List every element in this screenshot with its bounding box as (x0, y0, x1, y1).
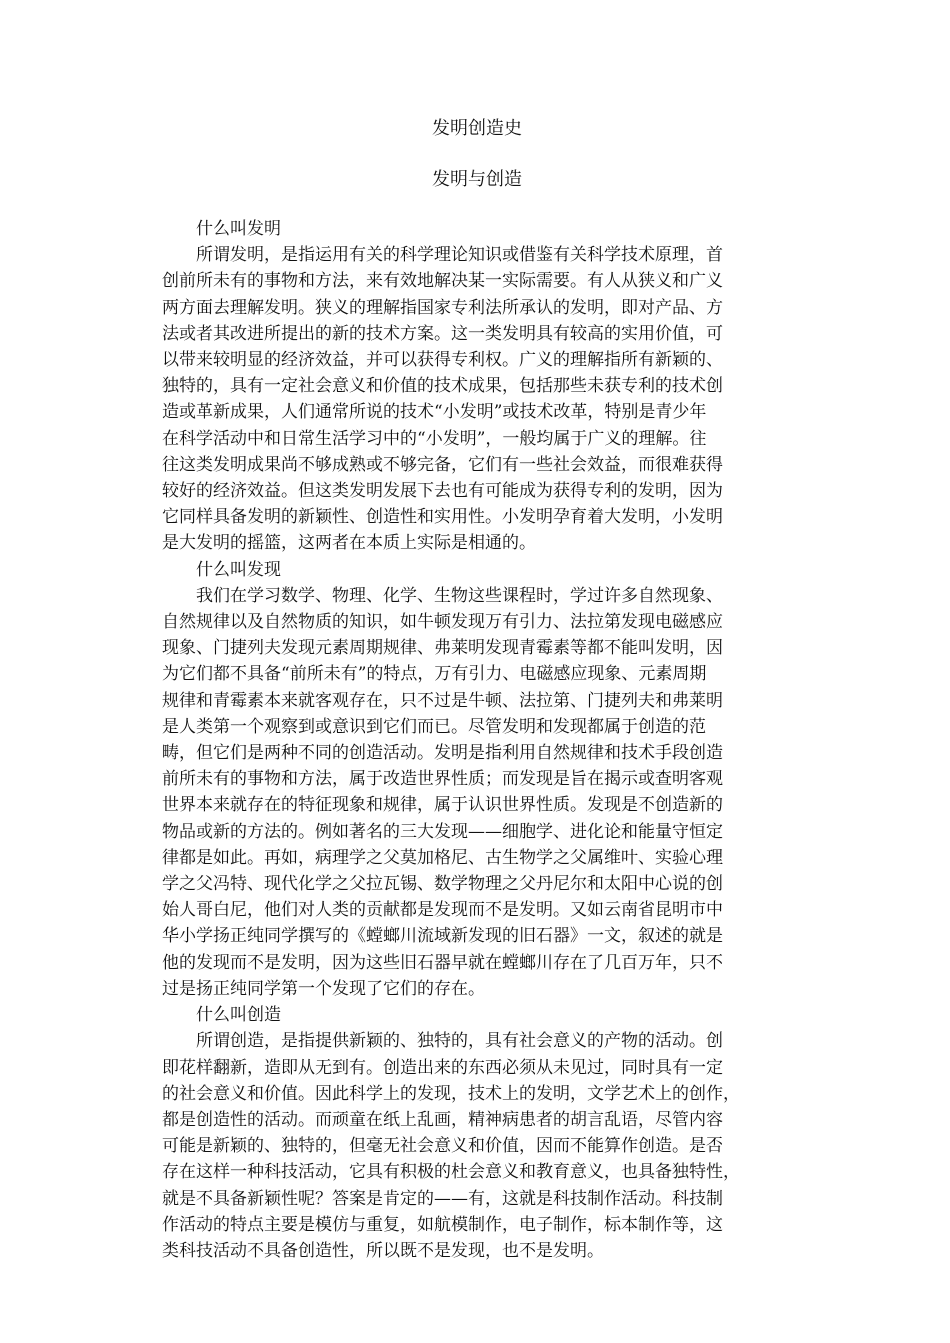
paragraph-line: 是大发明的摇篮，这两者在本质上实际是相通的。 (162, 533, 536, 554)
paragraph-line: 往这类发明成果尚不够成熟或不够完备，它们有一些社会效益，而很难获得 (162, 454, 723, 475)
paragraph-line: 它同样具备发明的新颖性、创造性和实用性。小发明孕育着大发明，小发明 (162, 507, 723, 528)
paragraph-line: 现象、门捷列夫发现元素周期规律、弗莱明发现青霉素等都不能叫发明，因 (162, 638, 723, 659)
paragraph-line: 律都是如此。再如，病理学之父莫加格尼、古生物学之父属维叶、实验心理 (162, 847, 723, 868)
paragraph-line: 造或革新成果，人们通常所说的技术“小发明”或技术改革，特别是青少年 (162, 402, 707, 423)
paragraph-line: 类科技活动不具备创造性，所以既不是发现，也不是发明。 (162, 1240, 604, 1261)
document-title: 发明创造史 (432, 118, 522, 139)
paragraph-line: 过是扬正纯同学第一个发现了它们的存在。 (162, 978, 485, 999)
section-heading-invention: 什么叫发明 (196, 219, 281, 239)
paragraph-line: 是人类第一个观察到或意识到它们而已。尽管发明和发现都属于创造的范 (162, 716, 706, 737)
paragraph-line: 世界本来就存在的特征现象和规律，属于认识世界性质。发现是不创造新的 (162, 795, 723, 816)
paragraph-line: 为它们都不具备“前所未有”的特点，万有引力、电磁感应现象、元素周期 (162, 664, 707, 685)
paragraph-line: 自然规律以及自然物质的知识，如牛顿发现万有引力、法拉第发现电磁感应 (162, 612, 723, 633)
paragraph-line: 即花样翻新，造即从无到有。创造出来的东西必须从未见过，同时具有一定 (162, 1057, 723, 1078)
section-paragraph-creation (162, 1028, 792, 1264)
paragraph-line: 两方面去理解发明。狭义的理解指国家专利法所承认的发明，即对产品、方 (162, 297, 723, 318)
paragraph-line: 华小学扬正纯同学撰写的《螳螂川流域新发现的旧石器》一文，叙述的就是 (162, 926, 723, 947)
paragraph-line: 所谓发明，是指运用有关的科学理论知识或借鉴有关科学技术原理，首 (196, 245, 723, 266)
paragraph-line: 独特的，具有一定社会意义和价值的技术成果，包括那些未获专利的技术创 (162, 376, 723, 397)
paragraph-line: 的社会意义和价值。因此科学上的发现，技术上的发明，文学艺术上的创作， (162, 1083, 740, 1104)
paragraph-line: 规律和青霉素本来就客观存在，只不过是牛顿、法拉第、门捷列夫和弗莱明 (162, 690, 723, 711)
paragraph-line: 畴，但它们是两种不同的创造活动。发明是指利用自然规律和技术手段创造 (162, 743, 723, 764)
paragraph-line: 都是创造性的活动。而顽童在纸上乱画，精神病患者的胡言乱语，尽管内容 (162, 1109, 723, 1130)
section-paragraph-invention (162, 242, 792, 556)
paragraph-line: 始人哥白尼，他们对人类的贡献都是发现而不是发明。又如云南省昆明市中 (162, 900, 723, 921)
paragraph-line: 他的发现而不是发明，因为这些旧石器早就在螳螂川存在了几百万年，只不 (162, 952, 723, 973)
paragraph-line: 可能是新颖的、独特的，但毫无社会意义和价值，因而不能算作创造。是否 (162, 1136, 723, 1157)
paragraph-line: 创前所未有的事物和方法，来有效地解决某一实际需要。有人从狭义和广义 (162, 271, 723, 292)
document-subtitle: 发明与创造 (432, 169, 522, 190)
paragraph-line: 所谓创造，是指提供新颖的、独特的，具有社会意义的产物的活动。创 (196, 1031, 723, 1052)
paragraph-line: 学之父冯特、现代化学之父拉瓦锡、数学物理之父丹尼尔和太阳中心说的创 (162, 874, 723, 895)
document-body (162, 216, 792, 1264)
paragraph-line: 我们在学习数学、物理、化学、生物这些课程时，学过许多自然现象、 (196, 585, 723, 606)
paragraph-line: 以带来较明显的经济效益，并可以获得专利权。广义的理解指所有新颖的、 (162, 350, 723, 371)
paragraph-line: 物品或新的方法的。例如著名的三大发现——细胞学、进化论和能量守恒定 (162, 821, 723, 842)
paragraph-line: 前所未有的事物和方法，属于改造世界性质；而发现是旨在揭示或查明客观 (162, 769, 723, 790)
paragraph-line: 较好的经济效益。但这类发明发展下去也有可能成为获得专利的发明，因为 (162, 481, 723, 502)
paragraph-line: 法或者其改进所提出的新的技术方案。这一类发明具有较高的实用价值，可 (162, 323, 723, 344)
section-paragraph-discovery (162, 583, 792, 1002)
section-heading-creation: 什么叫创造 (196, 1005, 281, 1026)
paragraph-line: 在科学活动中和日常生活学习中的“小发明”，一般均属于广义的理解。往 (162, 428, 707, 449)
paragraph-line: 作活动的特点主要是模仿与重复，如航模制作，电子制作，标本制作等，这 (162, 1214, 723, 1235)
paragraph-line: 存在这样一种科技活动，它具有积极的杜会意义和教育意义，也具备独特性， (162, 1162, 740, 1183)
paragraph-line: 就是不具备新颖性呢？答案是肯定的——有，这就是科技制作活动。科技制 (162, 1188, 723, 1209)
section-heading-discovery: 什么叫发现 (196, 559, 281, 580)
